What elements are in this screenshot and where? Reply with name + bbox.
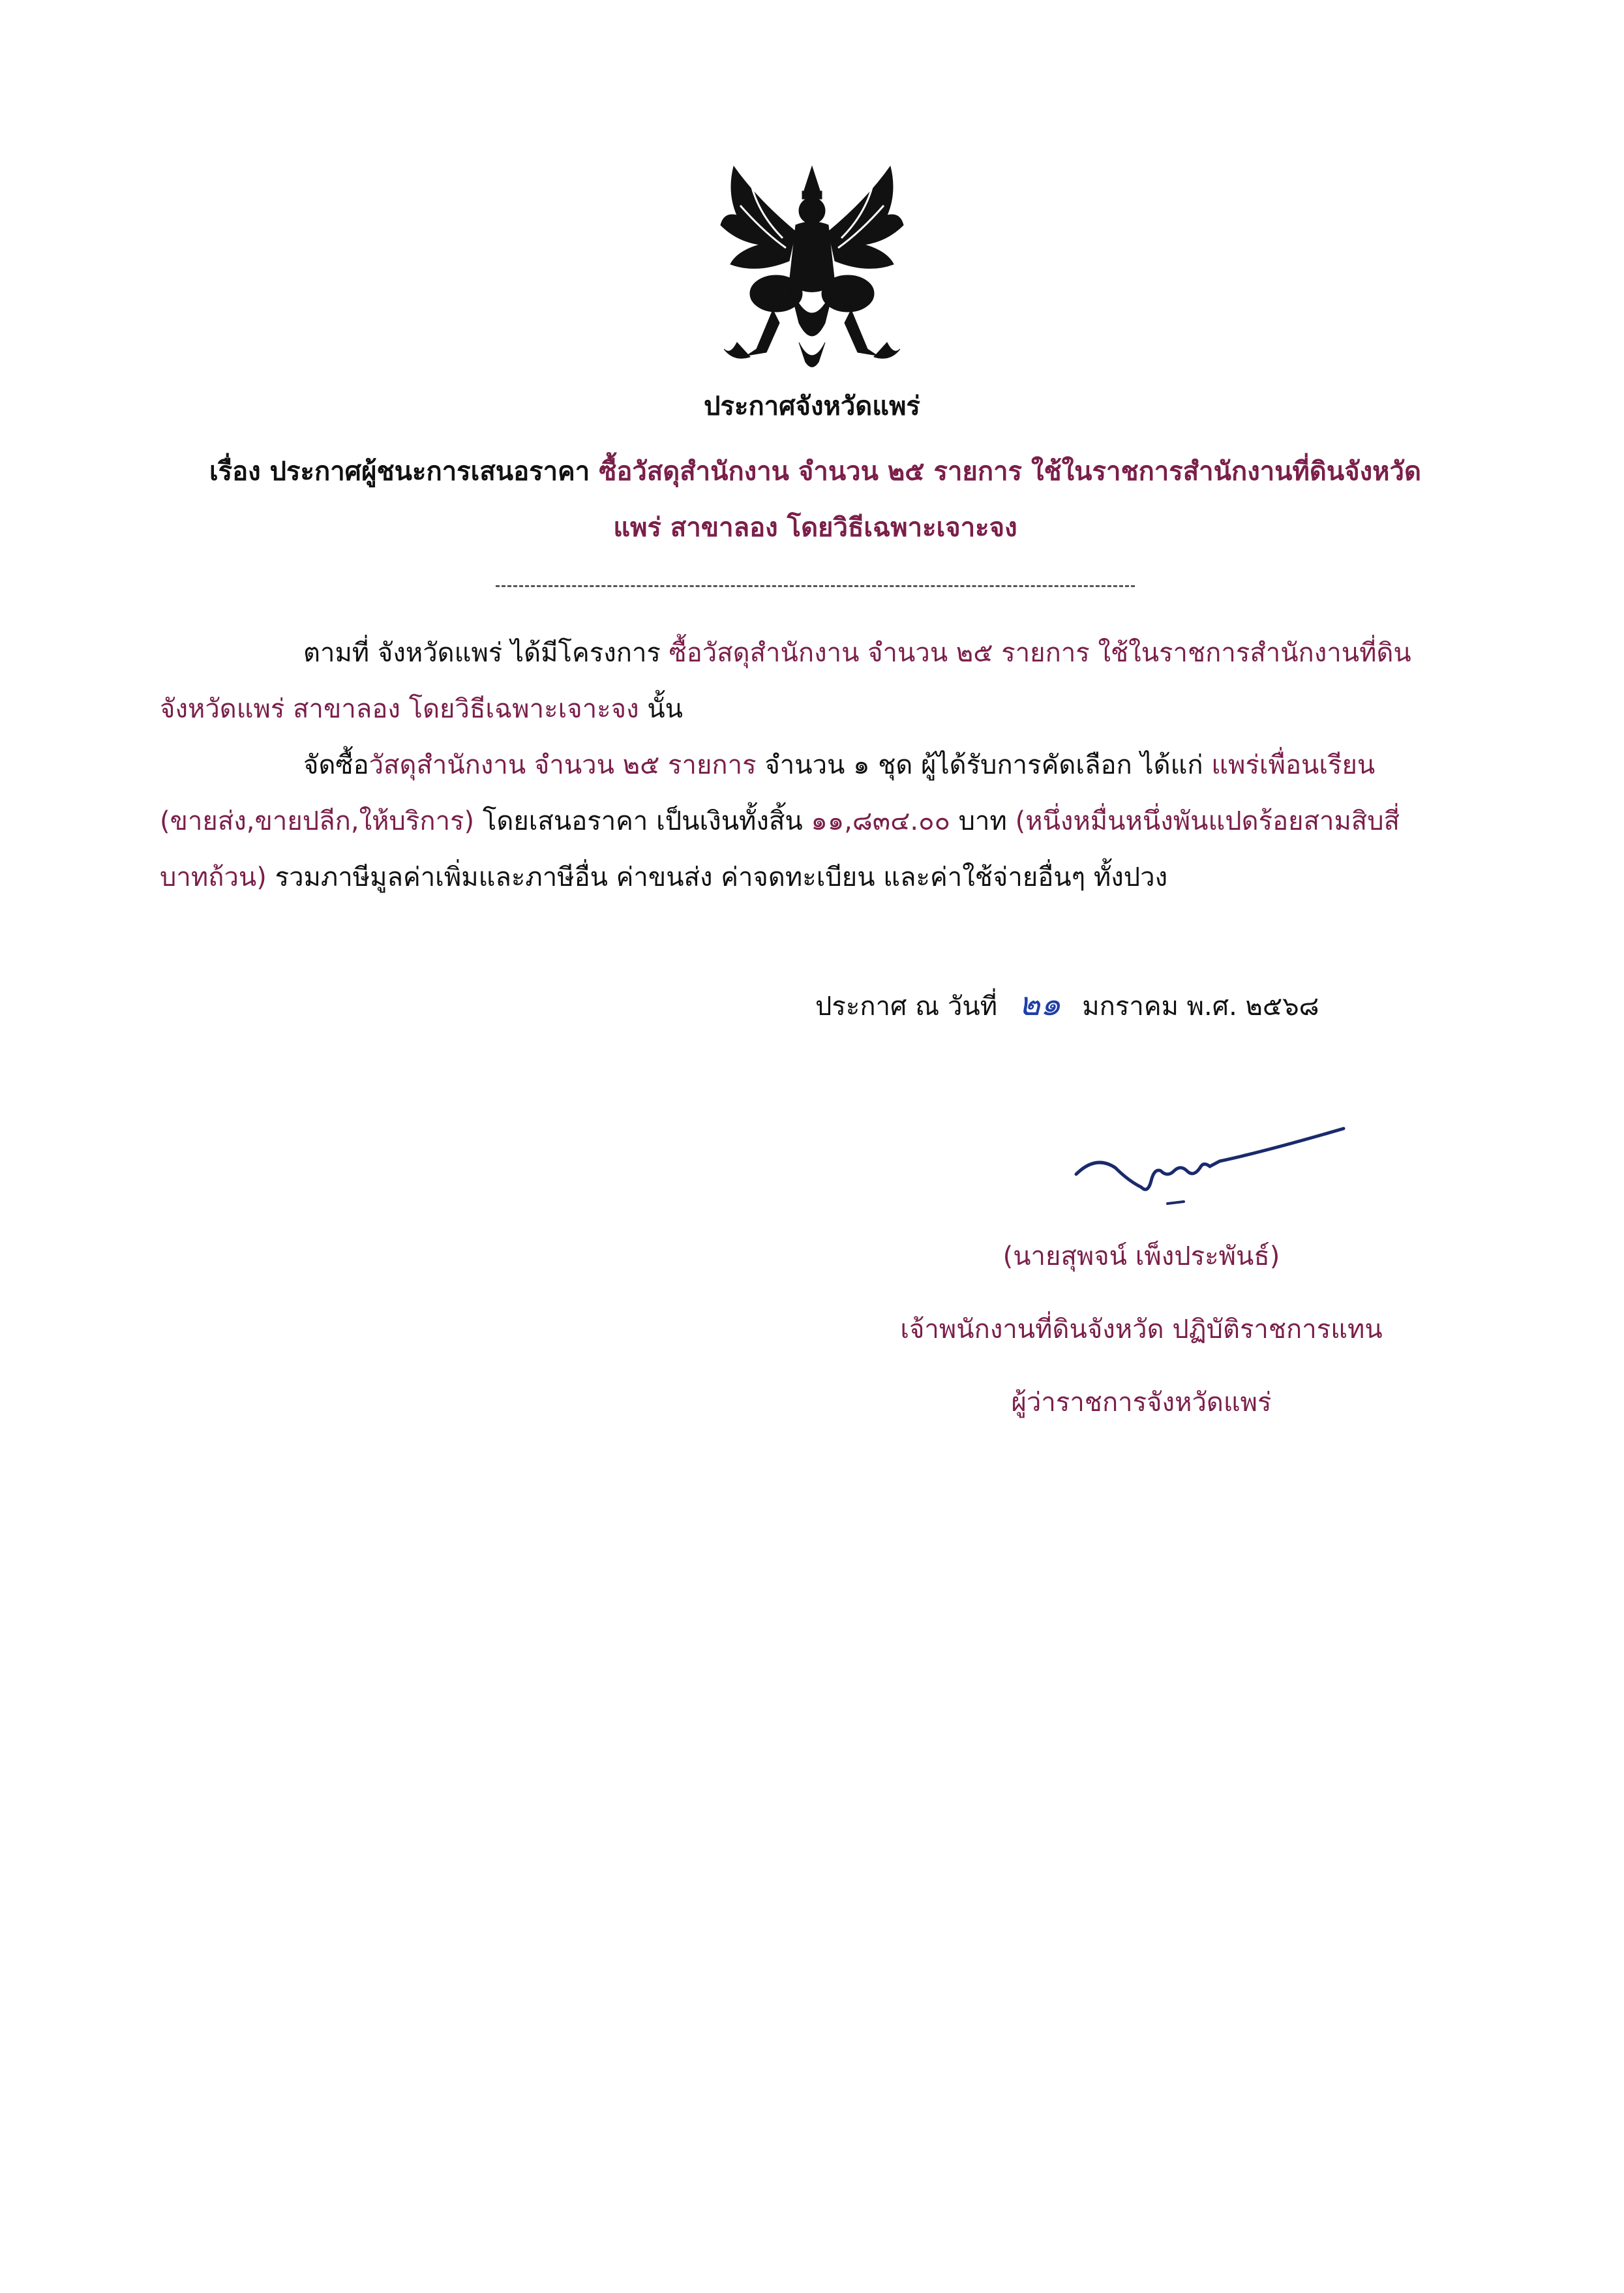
divider xyxy=(496,585,1135,587)
p2-line1-accent: วัสดุสำนักงาน จำนวน ๒๕ รายการ xyxy=(368,750,757,780)
signer-name: (นายสุพจน์ เพ็งประพันธ์) xyxy=(1002,1241,1280,1271)
p1-line2-accent: จังหวัดแพร่ สาขาลอง โดยวิธีเฉพาะเจาะจง xyxy=(160,694,639,724)
signer-block xyxy=(848,1220,1435,1439)
p2-line1-mid: จำนวน ๑ ชุด ผู้ได้รับการคัดเลือก ได้แก่ xyxy=(764,750,1203,780)
subject-prefix: เรื่อง ประกาศผู้ชนะการเสนอราคา xyxy=(209,457,590,487)
p2-line3-end: รวมภาษีมูลค่าเพิ่มและภาษีอื่น ค่าขนส่ง ค่าจดทะเบียน และค่าใช้จ่ายอื่นๆ ทั้งปวง xyxy=(275,862,1168,892)
amount-words-1: (หนึ่งหมื่นหนึ่งพันแปดร้อยสามสิบสี่ xyxy=(1015,806,1400,836)
p1-line1-accent: ซื้อวัสดุสำนักงาน จำนวน ๒๕ รายการ ใช้ในราชการสำนักงานที่ดิน xyxy=(669,638,1411,668)
baht-label: บาท xyxy=(958,806,1007,836)
date-day: ๒๑ xyxy=(1018,985,1061,1023)
handwritten-signature xyxy=(1070,1089,1363,1207)
garuda-emblem xyxy=(711,153,913,375)
subject-block xyxy=(176,444,1454,556)
amount-words-2: บาทถ้วน) xyxy=(160,862,267,892)
vendor-type: (ขายส่ง,ขายปลีก,ให้บริการ) xyxy=(160,806,475,836)
subject-line2: แพร่ สาขาลอง โดยวิธีเฉพาะเจาะจง xyxy=(613,513,1017,543)
p2-line1-start: จัดซื้อ xyxy=(303,750,369,780)
p1-line2-end: นั้น xyxy=(647,694,684,724)
page-title: ประกาศจังหวัดแพร่ xyxy=(704,391,920,421)
vendor-name: แพร่เพื่อนเรียน xyxy=(1211,750,1376,780)
body-text xyxy=(160,625,1458,905)
date-prefix: ประกาศ ณ วันที่ xyxy=(815,992,998,1022)
date-month-year: มกราคม พ.ศ. ๒๕๖๘ xyxy=(1082,992,1319,1022)
amount: ๑๑,๘๓๔.๐๐ xyxy=(811,806,950,836)
subject-line1: ซื้อวัสดุสำนักงาน จำนวน ๒๕ รายการ ใช้ในราชการสำนักงานที่ดินจังหวัด xyxy=(599,457,1421,487)
p2-line2-mid: โดยเสนอราคา เป็นเงินทั้งสิ้น xyxy=(482,806,803,836)
p1-line1-start: ตามที่ จังหวัดแพร่ ได้มีโครงการ xyxy=(303,638,661,668)
signer-position: เจ้าพนักงานที่ดินจังหวัด ปฏิบัติราชการแทน xyxy=(900,1314,1383,1344)
signer-position-2: ผู้ว่าราชการจังหวัดแพร่ xyxy=(1011,1388,1272,1418)
announcement-date xyxy=(815,979,1319,1030)
